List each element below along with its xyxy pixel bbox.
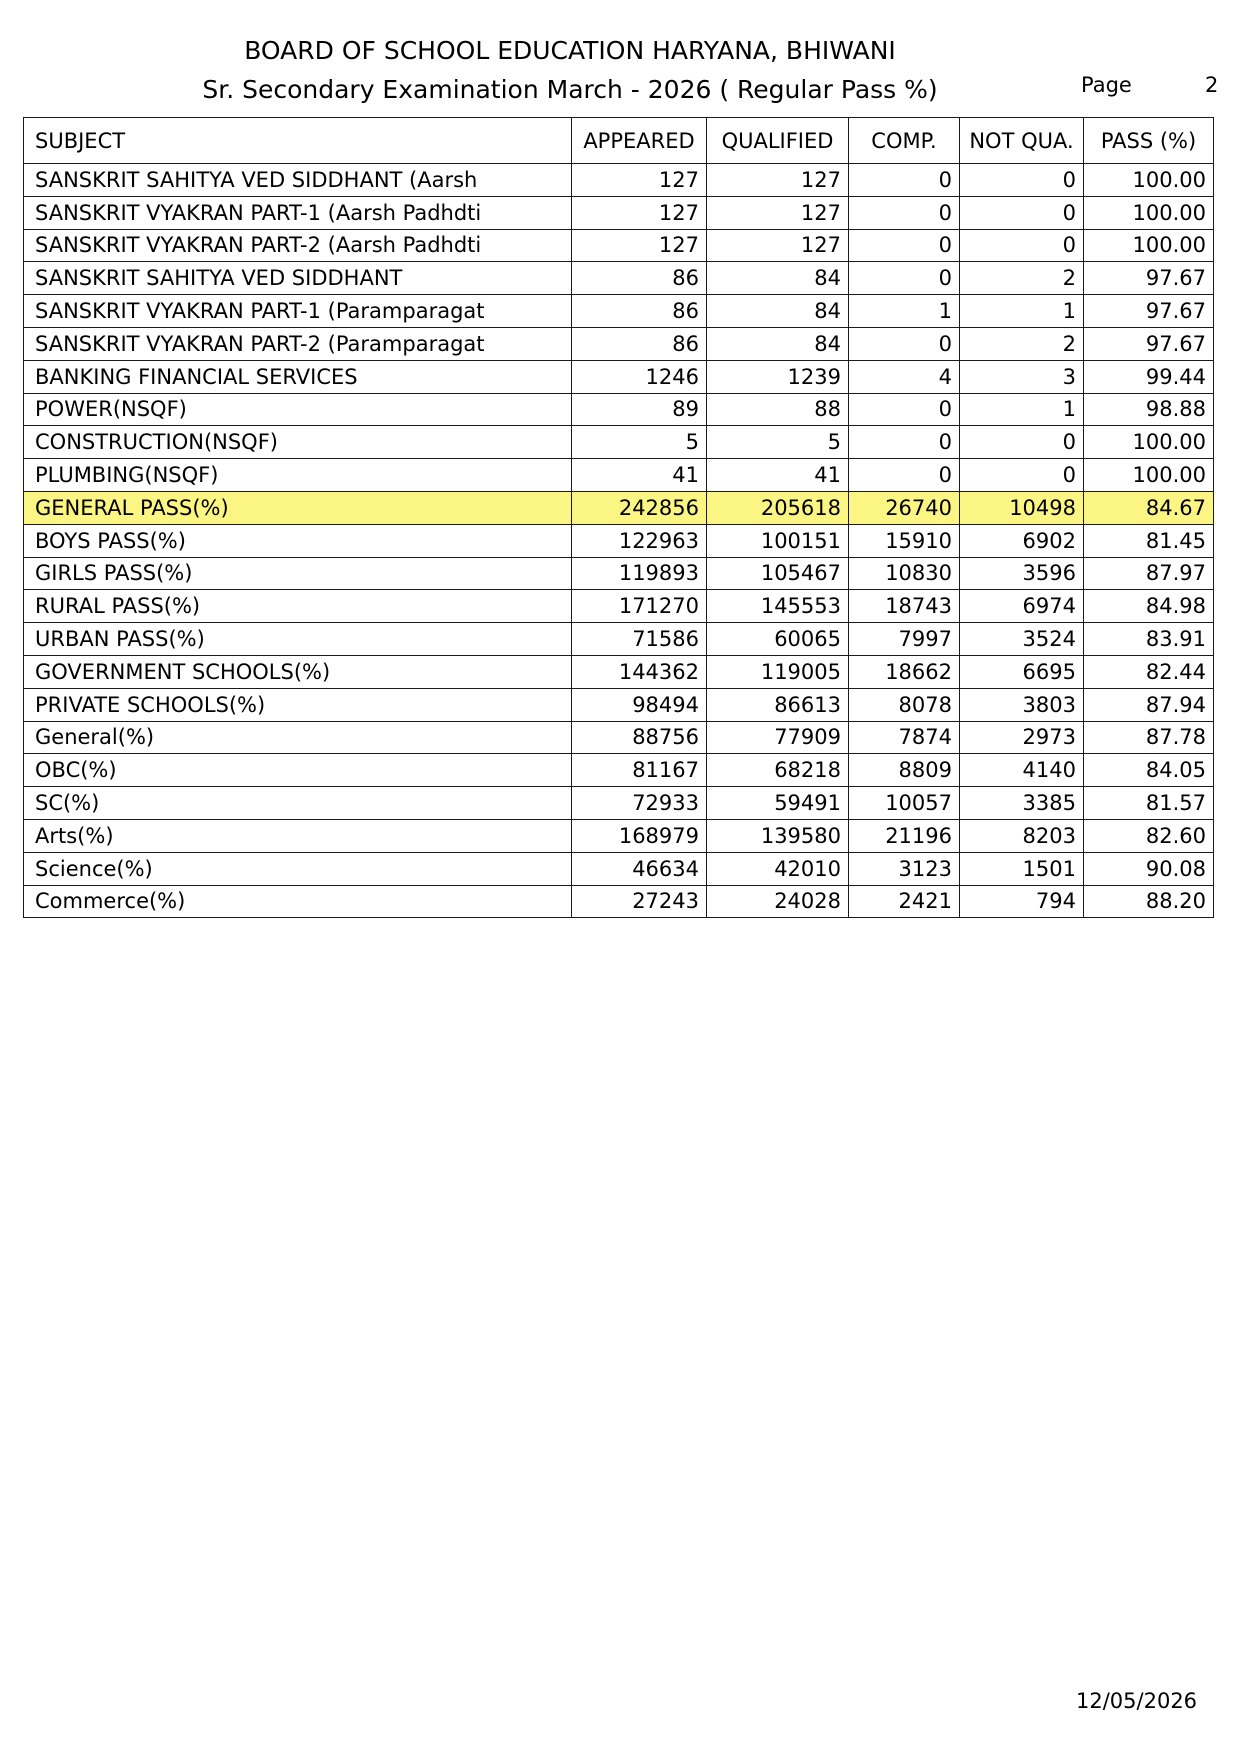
table-row	[24, 655, 1214, 688]
cell-subject: GOVERNMENT SCHOOLS(%)	[24, 655, 572, 688]
cell-not-qua: 2	[960, 327, 1084, 360]
cell-pass-percent: 84.67	[1084, 491, 1214, 524]
cell-qualified: 139580	[707, 819, 849, 852]
cell-comp: 3123	[849, 852, 960, 885]
cell-pass-percent: 100.00	[1084, 164, 1214, 197]
cell-comp: 15910	[849, 524, 960, 557]
cell-comp: 18662	[849, 655, 960, 688]
cell-qualified: 60065	[707, 623, 849, 656]
cell-comp: 4	[849, 360, 960, 393]
cell-appeared: 89	[572, 393, 707, 426]
table-row	[24, 852, 1214, 885]
table-row	[24, 623, 1214, 656]
cell-comp: 21196	[849, 819, 960, 852]
column-header-not-qua: NOT QUA.	[960, 118, 1084, 164]
table-row	[24, 688, 1214, 721]
cell-qualified: 119005	[707, 655, 849, 688]
cell-pass-percent: 100.00	[1084, 459, 1214, 492]
cell-subject: BANKING FINANCIAL SERVICES	[24, 360, 572, 393]
table-row-highlighted	[24, 491, 1214, 524]
table-row	[24, 426, 1214, 459]
cell-not-qua: 10498	[960, 491, 1084, 524]
table-body	[24, 164, 1214, 918]
cell-not-qua: 0	[960, 196, 1084, 229]
cell-qualified: 127	[707, 229, 849, 262]
cell-appeared: 27243	[572, 885, 707, 918]
cell-appeared: 86	[572, 327, 707, 360]
cell-qualified: 5	[707, 426, 849, 459]
page-label: Page	[1081, 73, 1132, 97]
cell-pass-percent: 97.67	[1084, 327, 1214, 360]
cell-qualified: 41	[707, 459, 849, 492]
cell-not-qua: 0	[960, 229, 1084, 262]
table-row	[24, 557, 1214, 590]
cell-qualified: 42010	[707, 852, 849, 885]
cell-subject: SANSKRIT VYAKRAN PART-1 (Paramparagat	[24, 295, 572, 328]
cell-qualified: 77909	[707, 721, 849, 754]
report-date: 12/05/2026	[1076, 1689, 1198, 1713]
cell-not-qua: 2973	[960, 721, 1084, 754]
cell-comp: 7874	[849, 721, 960, 754]
cell-not-qua: 794	[960, 885, 1084, 918]
cell-subject: CONSTRUCTION(NSQF)	[24, 426, 572, 459]
cell-pass-percent: 98.88	[1084, 393, 1214, 426]
cell-subject: URBAN PASS(%)	[24, 623, 572, 656]
cell-appeared: 127	[572, 229, 707, 262]
cell-not-qua: 1	[960, 295, 1084, 328]
cell-appeared: 171270	[572, 590, 707, 623]
board-title: BOARD OF SCHOOL EDUCATION HARYANA, BHIWANI	[244, 36, 896, 65]
cell-subject: General(%)	[24, 721, 572, 754]
cell-comp: 10057	[849, 787, 960, 820]
cell-qualified: 205618	[707, 491, 849, 524]
cell-pass-percent: 88.20	[1084, 885, 1214, 918]
cell-appeared: 144362	[572, 655, 707, 688]
cell-qualified: 86613	[707, 688, 849, 721]
results-table	[23, 117, 1214, 918]
cell-comp: 1	[849, 295, 960, 328]
cell-comp: 0	[849, 459, 960, 492]
cell-comp: 0	[849, 164, 960, 197]
cell-appeared: 98494	[572, 688, 707, 721]
cell-not-qua: 4140	[960, 754, 1084, 787]
exam-title: Sr. Secondary Examination March - 2026 ( Regular Pass %)	[202, 75, 938, 104]
cell-pass-percent: 81.45	[1084, 524, 1214, 557]
cell-not-qua: 0	[960, 459, 1084, 492]
cell-subject: SANSKRIT VYAKRAN PART-1 (Aarsh Padhdti	[24, 196, 572, 229]
cell-qualified: 127	[707, 164, 849, 197]
table-row	[24, 590, 1214, 623]
cell-comp: 18743	[849, 590, 960, 623]
table-row	[24, 885, 1214, 918]
cell-not-qua: 1501	[960, 852, 1084, 885]
cell-qualified: 24028	[707, 885, 849, 918]
cell-appeared: 72933	[572, 787, 707, 820]
table-row	[24, 721, 1214, 754]
cell-qualified: 1239	[707, 360, 849, 393]
cell-subject: PLUMBING(NSQF)	[24, 459, 572, 492]
cell-subject: SANSKRIT VYAKRAN PART-2 (Paramparagat	[24, 327, 572, 360]
cell-pass-percent: 97.67	[1084, 295, 1214, 328]
cell-appeared: 122963	[572, 524, 707, 557]
table-row	[24, 819, 1214, 852]
table-row	[24, 787, 1214, 820]
cell-appeared: 86	[572, 262, 707, 295]
cell-pass-percent: 87.94	[1084, 688, 1214, 721]
cell-pass-percent: 90.08	[1084, 852, 1214, 885]
cell-appeared: 86	[572, 295, 707, 328]
cell-subject: SANSKRIT SAHITYA VED SIDDHANT	[24, 262, 572, 295]
cell-qualified: 84	[707, 295, 849, 328]
cell-comp: 8809	[849, 754, 960, 787]
cell-pass-percent: 100.00	[1084, 426, 1214, 459]
table-row	[24, 360, 1214, 393]
cell-qualified: 84	[707, 262, 849, 295]
cell-subject: POWER(NSQF)	[24, 393, 572, 426]
table-row	[24, 754, 1214, 787]
table-row	[24, 196, 1214, 229]
cell-not-qua: 6695	[960, 655, 1084, 688]
column-header-subject: SUBJECT	[24, 118, 572, 164]
cell-comp: 0	[849, 229, 960, 262]
cell-pass-percent: 81.57	[1084, 787, 1214, 820]
cell-not-qua: 3596	[960, 557, 1084, 590]
cell-subject: SC(%)	[24, 787, 572, 820]
cell-comp: 8078	[849, 688, 960, 721]
column-header-pass-percent: PASS (%)	[1084, 118, 1214, 164]
table-header-row	[24, 118, 1214, 164]
cell-appeared: 1246	[572, 360, 707, 393]
cell-subject: GIRLS PASS(%)	[24, 557, 572, 590]
cell-pass-percent: 84.05	[1084, 754, 1214, 787]
cell-appeared: 168979	[572, 819, 707, 852]
page-number: 2	[1205, 73, 1219, 97]
cell-subject: PRIVATE SCHOOLS(%)	[24, 688, 572, 721]
cell-not-qua: 0	[960, 426, 1084, 459]
cell-pass-percent: 82.44	[1084, 655, 1214, 688]
cell-subject: OBC(%)	[24, 754, 572, 787]
cell-pass-percent: 100.00	[1084, 229, 1214, 262]
cell-subject: SANSKRIT SAHITYA VED SIDDHANT (Aarsh	[24, 164, 572, 197]
cell-pass-percent: 84.98	[1084, 590, 1214, 623]
cell-appeared: 81167	[572, 754, 707, 787]
cell-not-qua: 3803	[960, 688, 1084, 721]
cell-comp: 0	[849, 327, 960, 360]
cell-appeared: 119893	[572, 557, 707, 590]
cell-appeared: 242856	[572, 491, 707, 524]
cell-pass-percent: 83.91	[1084, 623, 1214, 656]
cell-pass-percent: 100.00	[1084, 196, 1214, 229]
cell-qualified: 145553	[707, 590, 849, 623]
cell-subject: SANSKRIT VYAKRAN PART-2 (Aarsh Padhdti	[24, 229, 572, 262]
cell-not-qua: 2	[960, 262, 1084, 295]
cell-comp: 2421	[849, 885, 960, 918]
cell-not-qua: 8203	[960, 819, 1084, 852]
cell-qualified: 100151	[707, 524, 849, 557]
cell-qualified: 68218	[707, 754, 849, 787]
cell-qualified: 59491	[707, 787, 849, 820]
cell-not-qua: 3524	[960, 623, 1084, 656]
cell-appeared: 41	[572, 459, 707, 492]
cell-pass-percent: 99.44	[1084, 360, 1214, 393]
cell-appeared: 127	[572, 164, 707, 197]
cell-subject: Arts(%)	[24, 819, 572, 852]
table-row	[24, 524, 1214, 557]
cell-comp: 0	[849, 262, 960, 295]
cell-comp: 0	[849, 196, 960, 229]
cell-not-qua: 6974	[960, 590, 1084, 623]
cell-qualified: 84	[707, 327, 849, 360]
cell-subject: Science(%)	[24, 852, 572, 885]
cell-subject: GENERAL PASS(%)	[24, 491, 572, 524]
cell-comp: 0	[849, 426, 960, 459]
cell-subject: Commerce(%)	[24, 885, 572, 918]
cell-subject: BOYS PASS(%)	[24, 524, 572, 557]
cell-appeared: 71586	[572, 623, 707, 656]
table-row	[24, 164, 1214, 197]
cell-not-qua: 3	[960, 360, 1084, 393]
table-row	[24, 229, 1214, 262]
cell-pass-percent: 87.97	[1084, 557, 1214, 590]
table-row	[24, 459, 1214, 492]
table-row	[24, 393, 1214, 426]
cell-comp: 7997	[849, 623, 960, 656]
column-header-comp: COMP.	[849, 118, 960, 164]
cell-appeared: 5	[572, 426, 707, 459]
cell-comp: 10830	[849, 557, 960, 590]
table-row	[24, 295, 1214, 328]
cell-not-qua: 6902	[960, 524, 1084, 557]
cell-not-qua: 0	[960, 164, 1084, 197]
cell-qualified: 127	[707, 196, 849, 229]
cell-qualified: 88	[707, 393, 849, 426]
cell-subject: RURAL PASS(%)	[24, 590, 572, 623]
cell-qualified: 105467	[707, 557, 849, 590]
column-header-qualified: QUALIFIED	[707, 118, 849, 164]
cell-appeared: 46634	[572, 852, 707, 885]
cell-appeared: 88756	[572, 721, 707, 754]
cell-appeared: 127	[572, 196, 707, 229]
cell-comp: 26740	[849, 491, 960, 524]
cell-not-qua: 3385	[960, 787, 1084, 820]
cell-not-qua: 1	[960, 393, 1084, 426]
cell-pass-percent: 82.60	[1084, 819, 1214, 852]
table-row	[24, 262, 1214, 295]
cell-pass-percent: 87.78	[1084, 721, 1214, 754]
cell-comp: 0	[849, 393, 960, 426]
column-header-appeared: APPEARED	[572, 118, 707, 164]
table-row	[24, 327, 1214, 360]
cell-pass-percent: 97.67	[1084, 262, 1214, 295]
